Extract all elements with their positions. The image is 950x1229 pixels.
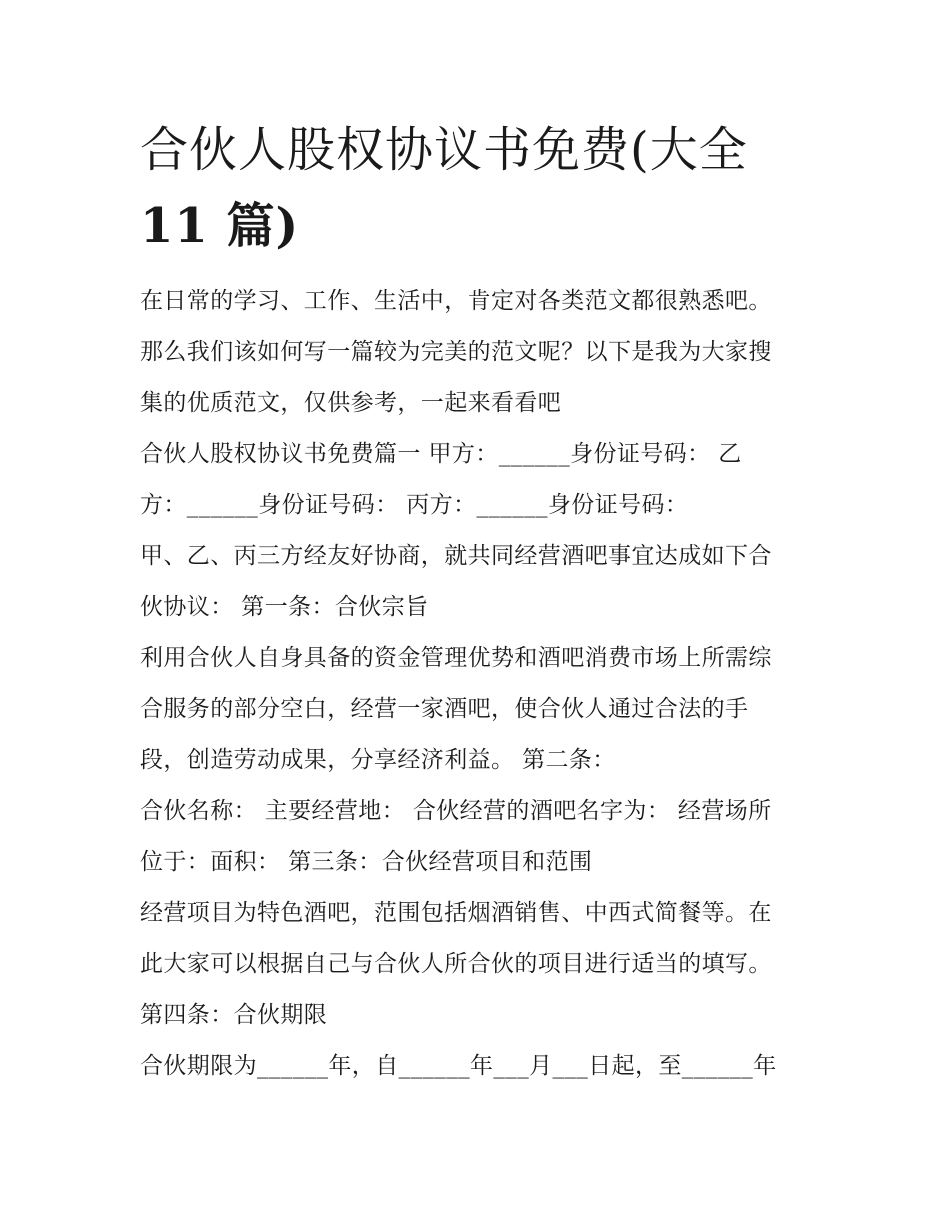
body-line: 合伙名称： 主要经营地： 合伙经营的酒吧名字为： 经营场所 [140, 798, 772, 824]
body-line: 合伙人股权协议书免费篇一 甲方：______身份证号码： 乙 [140, 441, 742, 467]
body-line: 伙协议： 第一条：合伙宗旨 [140, 594, 429, 620]
body-line: 段，创造劳动成果，分享经济利益。 第二条： [140, 747, 616, 773]
body-line: 位于：面积： 第三条：合伙经营项目和范围 [140, 849, 593, 875]
title-line-2: 11 篇) [140, 198, 300, 254]
body-line: 集的优质范文，仅供参考，一起来看看吧 [140, 390, 562, 416]
body-line: 此大家可以根据自己与合伙人所合伙的项目进行适当的填写。 [140, 951, 772, 977]
body-line: 利用合伙人自身具备的资金管理优势和酒吧消费市场上所需综 [140, 645, 772, 671]
body-line: 方：______身份证号码： 丙方：______身份证号码： [140, 492, 689, 518]
document-title [140, 112, 820, 264]
body-line: 合服务的部分空白，经营一家酒吧，使合伙人通过合法的手 [140, 696, 749, 722]
body-line: 在日常的学习、工作、生活中，肯定对各类范文都很熟悉吧。 [140, 288, 772, 314]
body-line: 合伙期限为______年，自______年___月___日起，至______年 [140, 1053, 777, 1079]
body-line: 那么我们该如何写一篇较为完美的范文呢？以下是我为大家搜 [140, 339, 772, 365]
body-line: 第四条：合伙期限 [140, 1002, 328, 1028]
body-line: 甲、乙、丙三方经友好协商，就共同经营酒吧事宜达成如下合 [140, 543, 772, 569]
title-line-1: 合伙人股权协议书免费(大全 [140, 122, 748, 178]
document-body [140, 276, 820, 1092]
body-line: 经营项目为特色酒吧，范围包括烟酒销售、中西式简餐等。在 [140, 900, 772, 926]
